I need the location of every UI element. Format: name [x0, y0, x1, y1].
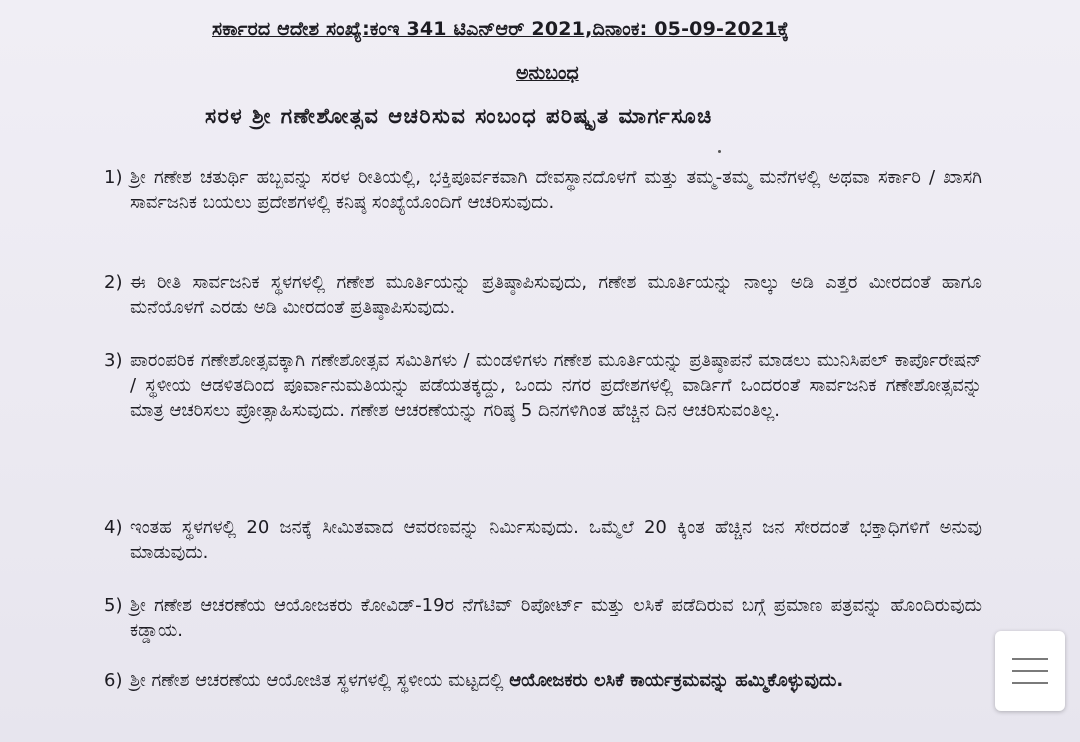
item-number: 1)	[104, 167, 123, 188]
government-order-line: ಸರ್ಕಾರದ ಆದೇಶ ಸಂಖ್ಯೆ:ಕಂಇ 341 ಟಿಎನ್‌ಆರ್ 2021,ದಿನಾಂಕ: 05-09-2021ಕ್ಕೆ	[212, 18, 790, 40]
paper-speck	[718, 150, 721, 153]
item-text: ಈ ರೀತಿ ಸಾರ್ವಜನಿಕ ಸ್ಥಳಗಳಲ್ಲಿ ಗಣೇಶ ಮೂರ್ತಿಯನ್ನು ಪ್ರತಿಷ್ಠಾಪಿಸುವುದು, ಗಣೇಶ ಮೂರ್ತಿಯನ್ನು ನಾಲ್ಕು ಅಡಿ ಎತ್ತರ ಮೀರದಂತೆ ಹಾಗೂ ಮನೆಯೊಳಗೆ ಎರಡು ಅಡಿ ಮೀರದಂತೆ ಪ್ರತಿಷ್ಠಾಪಿಸುವುದು.	[130, 272, 982, 318]
item-text: ಶ್ರೀ ಗಣೇಶ ಚತುರ್ಥಿ ಹಬ್ಬವನ್ನು ಸರಳ ರೀತಿಯಲ್ಲಿ, ಭಕ್ತಿಪೂರ್ವಕವಾಗಿ ದೇವಸ್ಥಾನದೊಳಗೆ ಮತ್ತು ತಮ್ಮ-ತಮ್ಮ ಮನೆಗಳಲ್ಲಿ ಅಥವಾ ಸರ್ಕಾರಿ / ಖಾಸಗಿ ಸಾರ್ವಜನಿಕ ಬಯಲು ಪ್ರದೇಶಗಳಲ್ಲಿ ಕನಿಷ್ಠ ಸಂಖ್ಯೆಯೊಂದಿಗೆ ಆಚರಿಸುವುದು.	[130, 167, 982, 213]
item-text: ಇಂತಹ ಸ್ಥಳಗಳಲ್ಲಿ 20 ಜನಕ್ಕೆ ಸೀಮಿತವಾದ ಆವರಣವನ್ನು ನಿರ್ಮಿಸುವುದು. ಒಮ್ಮೆಲೆ 20 ಕ್ಕಿಂತ ಹೆಚ್ಚಿನ ಜನ ಸೇರದಂತೆ ಭಕ್ತಾಧಿಗಳಿಗೆ ಅನುವು ಮಾಡುವುದು.	[130, 517, 982, 563]
item-text-bold: ಆಯೋಜಕರು ಲಸಿಕೆ ಕಾರ್ಯಕ್ರಮವನ್ನು ಹಮ್ಮಿಕೊಳ್ಳುವುದು.	[509, 670, 844, 691]
item-number: 5)	[104, 595, 123, 616]
item-number: 6)	[104, 670, 123, 691]
annex-label: ಅನುಬಂಧ	[516, 62, 579, 84]
item-text-plain: ಶ್ರೀ ಗಣೇಶ ಆಚರಣೆಯ ಆಯೋಜಿತ ಸ್ಥಳಗಳಲ್ಲಿ ಸ್ಥಳೀಯ ಮಟ್ಟದಲ್ಲಿ	[130, 670, 504, 691]
document-title: ಸರಳ ಶ್ರೀ ಗಣೇಶೋತ್ಸವ ಆಚರಿಸುವ ಸಂಬಂಧ ಪರಿಷ್ಕೃತ ಮಾರ್ಗಸೂಚಿ	[205, 104, 713, 128]
item-number: 2)	[104, 272, 123, 293]
item-text: ಶ್ರೀ ಗಣೇಶ ಆಚರಣೆಯ ಆಯೋಜಕರು ಕೋವಿಡ್-19ರ ನೆಗೆಟಿವ್ ರಿಪೋರ್ಟ್ ಮತ್ತು ಲಸಿಕೆ ಪಡೆದಿರುವ ಬಗ್ಗೆ ಪ್ರಮಾಣ ಪತ್ರವನ್ನು ಹೊಂದಿರುವುದು ಕಡ್ಡಾಯ.	[130, 595, 982, 641]
item-text	[130, 668, 982, 693]
item-number: 4)	[104, 517, 123, 538]
item-text: ಪಾರಂಪರಿಕ ಗಣೇಶೋತ್ಸವಕ್ಕಾಗಿ ಗಣೇಶೋತ್ಸವ ಸಮಿತಿಗಳು / ಮಂಡಳಿಗಳು ಗಣೇಶ ಮೂರ್ತಿಯನ್ನು ಪ್ರತಿಷ್ಠಾಪನೆ ಮಾಡಲು ಮುನಿಸಿಪಲ್ ಕಾರ್ಪೊರೇಷನ್ / ಸ್ಥಳೀಯ ಆಡಳಿತದಿಂದ ಪೂರ್ವಾನುಮತಿಯನ್ನು ಪಡೆಯತಕ್ಕದ್ದು, ಒಂದು ನಗರ ಪ್ರದೇಶಗಳಲ್ಲಿ ವಾರ್ಡಿಗೆ ಒಂದರಂತೆ ಸಾರ್ವಜನಿಕ ಗಣೇಶೋತ್ಸವನ್ನು ಮಾತ್ರ ಆಚರಿಸಲು ಪ್ರೋತ್ಸಾಹಿಸುವುದು. ಗಣೇಶ ಆಚರಣೆಯನ್ನು ಗರಿಷ್ಠ 5 ದಿನಗಳಿಗಿಂತ ಹೆಚ್ಚಿನ ದಿನ ಆಚರಿಸುವಂತಿಲ್ಲ.	[130, 350, 982, 421]
item-number: 3)	[104, 350, 123, 371]
viewer-menu-button[interactable]	[995, 631, 1065, 711]
